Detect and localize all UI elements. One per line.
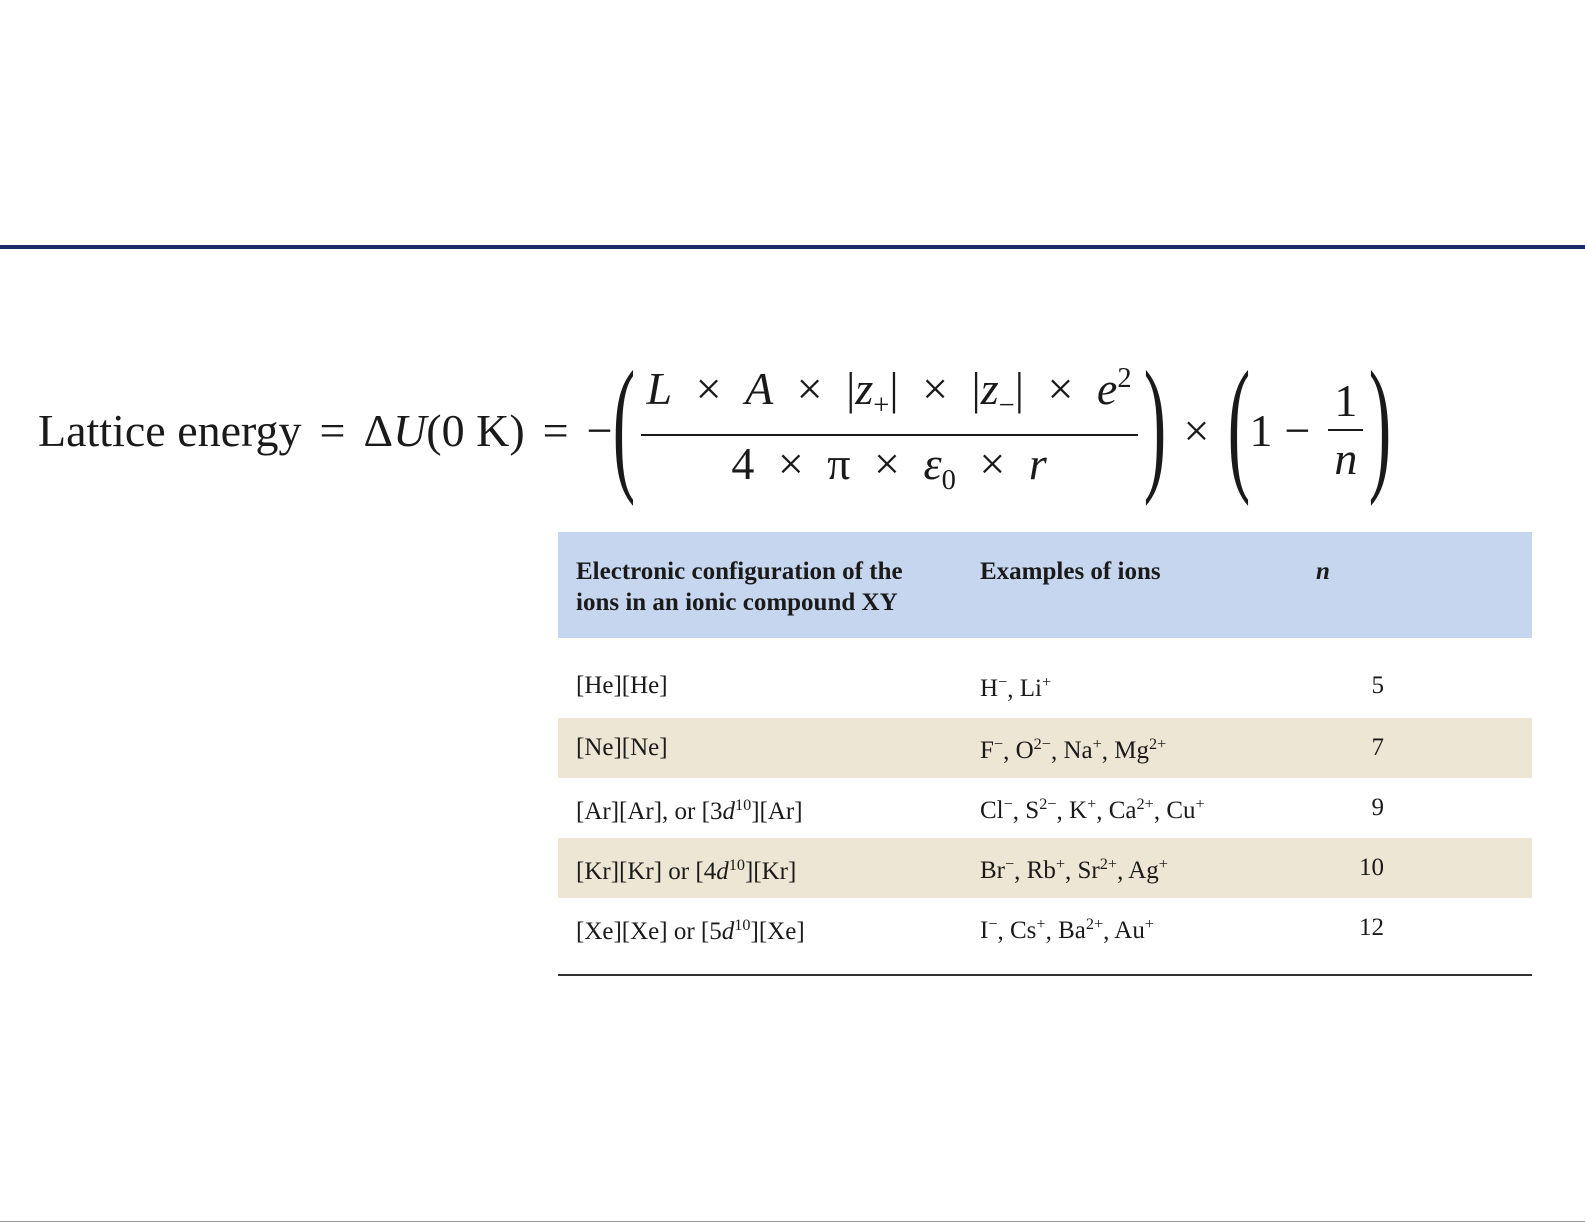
- ions-cell: F−, $O^{2-}$, Na+, $Mg^{2+}$: [962, 718, 1312, 778]
- born-exponent-fraction: [1328, 373, 1363, 487]
- delta-symbol: Δ: [363, 404, 394, 456]
- minus-sign: −: [586, 404, 613, 456]
- table-spacer: [558, 638, 1532, 654]
- abs-bar: |: [1014, 363, 1024, 415]
- ion: I−: [980, 915, 998, 945]
- internal-energy-symbol: U: [393, 404, 427, 456]
- distance-symbol: r: [1028, 438, 1047, 490]
- cation-subscript: +: [873, 390, 890, 422]
- table-row: [558, 718, 1532, 778]
- ions-cell: H−, Li+: [980, 673, 1052, 703]
- table-row: [558, 898, 1532, 958]
- fraction-denominator: [725, 436, 1052, 509]
- born-fraction-denominator: n: [1334, 433, 1358, 484]
- ion: Li+: [1019, 673, 1052, 703]
- table-row: [558, 838, 1532, 898]
- fraction-numerator: [641, 351, 1138, 434]
- right-paren: ): [1143, 341, 1166, 507]
- ion: $O^{2-}$: [1015, 735, 1051, 765]
- config-cell: [Ar][Ar], or $[3d^{10}][Ar]$: [576, 795, 803, 825]
- times-sign: ×: [777, 438, 804, 490]
- ion: Cl−: [980, 795, 1013, 825]
- permittivity-subscript: 0: [941, 465, 956, 497]
- config-cell: [He][He]: [576, 672, 668, 699]
- times-sign-outer: ×: [1183, 404, 1210, 456]
- madelung-symbol: A: [745, 363, 774, 415]
- abs-bar: |: [846, 363, 856, 415]
- left-paren: (: [612, 341, 635, 507]
- ion: $Sr^{2+}$: [1077, 855, 1118, 885]
- config-cell: [Kr][Kr] or $[4d^{10}][Kr]$: [558, 838, 962, 898]
- header-examples: Examples of ions: [962, 532, 1312, 638]
- ion: Na+: [1063, 735, 1102, 765]
- n-cell: 5: [1371, 672, 1384, 699]
- born-exponent-table: [558, 532, 1532, 976]
- n-cell: 12: [1359, 914, 1384, 941]
- equals-sign: =: [319, 404, 346, 456]
- ions-cell: I−, Cs+, $Ba^{2+}$, Au+: [980, 915, 1155, 945]
- times-sign: ×: [979, 438, 1006, 490]
- square-exponent: 2: [1117, 362, 1132, 394]
- one-digit: 1: [1249, 404, 1273, 456]
- n-cell: 7: [1312, 718, 1532, 778]
- n-cell: 10: [1312, 838, 1532, 898]
- ions-cell: Br−, Rb+, $Sr^{2+}$, Ag+: [962, 838, 1312, 898]
- permittivity-symbol: ε: [923, 438, 942, 490]
- main-fraction: [641, 351, 1138, 509]
- four-digit: 4: [731, 438, 755, 490]
- bottom-divider-rule: [0, 1221, 1585, 1222]
- ions-cell: Cl−, $S^{2-}$, K+, $Ca^{2+}$, Cu+: [980, 795, 1205, 825]
- ion: $Mg^{2+}$: [1114, 735, 1167, 765]
- ion: Rb+: [1026, 855, 1066, 885]
- equals-sign-2: =: [542, 404, 569, 456]
- times-sign: ×: [796, 363, 823, 415]
- header-config: Electronic configuration of the ions in an ionic compound XY: [558, 532, 962, 638]
- born-fraction-numerator: 1: [1334, 375, 1358, 426]
- lattice-energy-equation: [38, 341, 1392, 507]
- ion: $Ba^{2+}$: [1058, 915, 1104, 945]
- abs-bar: |: [889, 363, 899, 415]
- top-divider-rule: [0, 245, 1585, 249]
- pi-symbol: π: [827, 438, 851, 490]
- abs-bar: |: [971, 363, 981, 415]
- right-paren-2: ): [1369, 341, 1392, 507]
- anion-subscript: −: [998, 390, 1015, 422]
- times-sign: ×: [695, 363, 722, 415]
- n-cell: 9: [1371, 794, 1384, 821]
- table-header-row: [558, 532, 1532, 638]
- left-paren-2: (: [1227, 341, 1250, 507]
- ion: Ag+: [1128, 855, 1168, 885]
- avogadro-symbol: L: [646, 363, 673, 415]
- ion: $Ca^{2+}$: [1108, 795, 1154, 825]
- times-sign: ×: [922, 363, 949, 415]
- header-n: n: [1312, 532, 1532, 638]
- ion: H−: [980, 673, 1008, 703]
- times-sign: ×: [1047, 363, 1074, 415]
- ion: Cu+: [1166, 795, 1205, 825]
- table-bottom-rule: [558, 958, 1532, 975]
- temperature-argument: (0 K): [426, 404, 525, 456]
- table-row: [558, 778, 1532, 838]
- equation-lhs: Lattice energy: [38, 404, 302, 456]
- ion: Cs+: [1010, 915, 1046, 945]
- times-sign: ×: [874, 438, 900, 490]
- ion: F−: [980, 735, 1004, 765]
- config-cell: [Ne][Ne]: [558, 718, 962, 778]
- config-cell: [Xe][Xe] or $[5d^{10}][Xe]$: [576, 915, 805, 945]
- anion-charge-symbol: z: [980, 363, 999, 415]
- ion: Br−: [980, 855, 1015, 885]
- ion: $S^{2-}$: [1025, 795, 1057, 825]
- ion: Au+: [1114, 915, 1155, 945]
- cation-charge-symbol: z: [855, 363, 874, 415]
- table-row: [558, 654, 1532, 718]
- ion: K+: [1069, 795, 1097, 825]
- elementary-charge-symbol: e: [1096, 363, 1118, 415]
- minus-sign-2: −: [1284, 404, 1311, 456]
